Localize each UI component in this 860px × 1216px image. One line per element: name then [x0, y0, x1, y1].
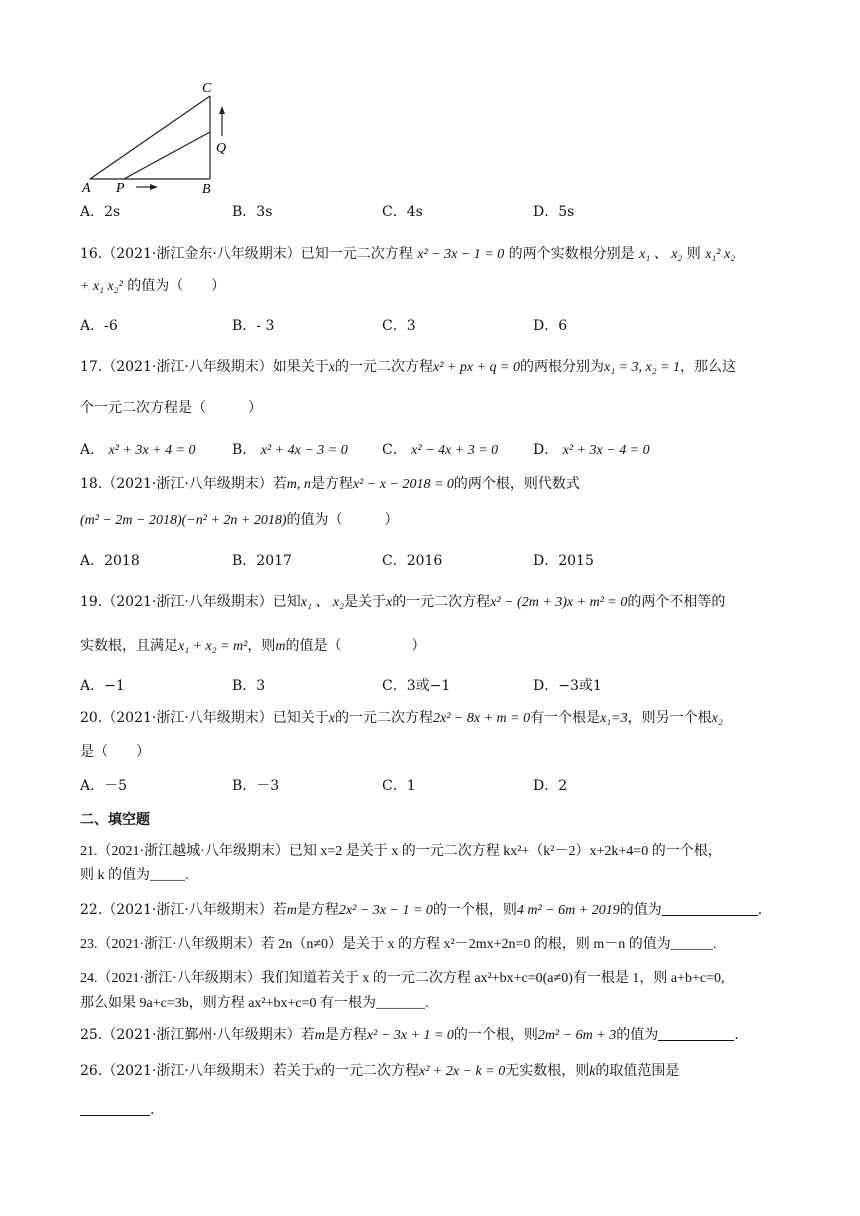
expression: + x₁ x₂² — [80, 279, 123, 294]
option-a — [80, 440, 196, 461]
question-text: 的两个根，则代数式 — [453, 476, 580, 492]
option-d: D．2015 — [533, 553, 594, 569]
triangle-figure — [80, 76, 250, 196]
question-number: 19. — [80, 594, 103, 610]
question-number: 18. — [80, 476, 103, 492]
question-20 — [80, 708, 723, 729]
option-a: A．−1 — [80, 678, 125, 694]
question-text: 的值是（ ） — [285, 638, 426, 654]
question-source: （2021·浙江鄞州·八年级期末） — [102, 1027, 301, 1043]
option-c — [382, 440, 498, 461]
question-19-line2 — [80, 636, 426, 657]
answer-blank[interactable] — [662, 901, 758, 916]
option-a: A．－5 — [80, 778, 128, 794]
answer-blank[interactable] — [80, 1101, 150, 1116]
label-q: Q — [216, 141, 227, 156]
option-b: B．2017 — [232, 553, 292, 569]
option-b — [232, 440, 348, 461]
question-text: 是方程 — [296, 902, 339, 918]
roots: x₁ = 3, x₂ = 1 — [603, 360, 681, 375]
option-d: D．2 — [533, 778, 568, 794]
period: . — [734, 1027, 739, 1043]
question-17 — [80, 357, 736, 378]
question-source: （2021·浙江·八年级期末） — [102, 359, 273, 375]
variable: x — [314, 1064, 322, 1079]
option-d: D．5s — [533, 204, 575, 220]
question-text: 如果关于 — [272, 359, 329, 375]
question-20-line2: 是（ ） — [80, 744, 150, 760]
answer-blank[interactable] — [658, 1026, 734, 1041]
question-text: 的一个根，则 — [453, 1027, 538, 1043]
label-p: P — [116, 181, 125, 196]
option-a: A．-6 — [80, 318, 118, 334]
option-value: x² − 4x + 3 = 0 — [411, 443, 499, 458]
variable: x — [385, 595, 393, 610]
option-a: A．2018 — [80, 553, 140, 569]
question-text: 若 — [272, 902, 287, 918]
option-value: x² + 3x + 4 = 0 — [108, 443, 196, 458]
question-text: 的两根分别为 — [519, 359, 604, 375]
period: . — [757, 902, 763, 918]
question-text: 有一个根是 — [530, 710, 601, 726]
variable: x — [328, 360, 336, 375]
option-label: C． — [382, 442, 407, 458]
option-d: D．−3或1 — [533, 678, 602, 694]
equation: x² − 3x − 1 = 0 — [417, 247, 505, 262]
question-number: 26. — [80, 1063, 103, 1079]
question-number: 16. — [80, 246, 103, 262]
equation: x² + 2x − k = 0 — [419, 1064, 506, 1079]
expression: (m² − 2m − 2018)(−n² + 2n + 2018) — [80, 513, 287, 528]
label-a: A — [82, 181, 91, 196]
question-text: 已知一元二次方程 — [300, 246, 413, 262]
question-number: 25. — [80, 1027, 103, 1043]
question-text: 已知 — [272, 594, 301, 610]
question-18 — [80, 474, 580, 495]
condition: x₁ + x₂ = m² — [178, 639, 248, 654]
variable: m — [286, 903, 297, 918]
variable: m — [275, 639, 286, 654]
question-text: 则 — [686, 246, 701, 262]
question-text: 是关于 — [343, 594, 386, 610]
question-19 — [80, 592, 725, 613]
option-c: C．2016 — [382, 553, 443, 569]
variable: k — [589, 1064, 596, 1079]
roots: x₁ 、 x₂ — [639, 247, 683, 262]
root: x₁=3 — [600, 711, 628, 726]
question-text: ，那么这 — [680, 359, 737, 375]
equation: 2x² − 3x − 1 = 0 — [338, 903, 433, 918]
question-text: 若 — [300, 1027, 315, 1043]
question-text: 的两个实数根分别是 — [508, 246, 635, 262]
equation: x² − (2m + 3)x + m² = 0 — [490, 595, 628, 610]
option-value: x² + 3x − 4 = 0 — [562, 443, 650, 458]
question-text: 的一元二次方程 — [335, 359, 434, 375]
question-text: 是方程 — [324, 1027, 367, 1043]
option-c: C．3 — [382, 318, 416, 334]
question-source: （2021·浙江·八年级期末） — [102, 1063, 273, 1079]
variable: x₂ — [711, 711, 723, 726]
question-text: 的一个根，则 — [432, 902, 517, 918]
question-text: 的一元二次方程 — [392, 594, 491, 610]
option-c: C．4s — [382, 204, 423, 220]
question-24-line2: 那么如果 9a+c=3b，则方程 ax²+bx+c=0 有一根为_______. — [80, 996, 429, 1011]
question-text: 实数根，且满足 — [80, 638, 178, 654]
expression: 2m² − 6m + 3 — [537, 1028, 617, 1043]
segment-pq — [124, 132, 210, 179]
question-text: 的值为（ ） — [127, 278, 226, 294]
question-number: 17. — [80, 359, 103, 375]
label-c: C — [202, 81, 212, 96]
question-number: 22. — [80, 902, 103, 918]
question-number: 20. — [80, 710, 103, 726]
question-16-line2 — [80, 276, 225, 297]
question-source: （2021·浙江·八年级期末） — [102, 476, 273, 492]
question-26-line2 — [80, 1100, 154, 1120]
question-text: 若 — [272, 476, 287, 492]
roots: x₁ 、 x₂ — [300, 595, 344, 610]
option-value: x² + 4x − 3 = 0 — [260, 443, 348, 458]
option-b: B．- 3 — [232, 318, 275, 334]
segment-ac — [90, 96, 210, 179]
arrow-up-head-icon — [219, 106, 225, 114]
question-22 — [80, 900, 762, 921]
question-source: （2021·浙江·八年级期末） — [102, 594, 273, 610]
question-18-line2 — [80, 510, 399, 531]
variable: m — [314, 1028, 325, 1043]
option-b: B．3 — [232, 678, 266, 694]
question-text: 已知关于 — [272, 710, 329, 726]
option-d — [533, 440, 650, 461]
period: . — [150, 1102, 155, 1118]
question-16 — [80, 244, 735, 265]
option-b: B．－3 — [232, 778, 280, 794]
question-text: 的值为 — [619, 902, 662, 918]
question-25 — [80, 1025, 739, 1046]
question-text: 的一元二次方程 — [335, 710, 434, 726]
question-source: （2021·浙江·八年级期末） — [102, 710, 273, 726]
equation: x² − 3x + 1 = 0 — [366, 1028, 454, 1043]
variables: m, n — [286, 477, 311, 492]
question-text: 的取值范围是 — [595, 1063, 680, 1079]
equation: x² − x − 2018 = 0 — [352, 477, 454, 492]
question-21: 21.（2021·浙江越城·八年级期末）已知 x=2 是关于 x 的一元二次方程 kx²+（k²－2）x+2k+4=0 的一个根， — [80, 844, 722, 859]
question-text: ，则 — [247, 638, 276, 654]
question-source: （2021·浙江金东·八年级期末） — [102, 246, 301, 262]
question-text: 是方程 — [310, 476, 353, 492]
option-label: D． — [533, 442, 559, 458]
question-source: （2021·浙江·八年级期末） — [102, 902, 273, 918]
arrow-right-head-icon — [150, 184, 158, 190]
question-26 — [80, 1061, 679, 1082]
question-text: ，则另一个根 — [627, 710, 712, 726]
option-label: A． — [80, 442, 105, 458]
option-d: D．6 — [533, 318, 568, 334]
question-24: 24.（2021·浙江·八年级期末）我们知道若关于 x 的一元二次方程 ax²+bx+c=0(a≠0)有一根是 1，则 a+b+c=0, — [80, 971, 725, 986]
section-heading: 二、填空题 — [80, 812, 150, 828]
question-text: 若关于 — [272, 1063, 315, 1079]
equation: x² + px + q = 0 — [433, 360, 520, 375]
equation: 2x² − 8x + m = 0 — [433, 711, 531, 726]
question-21-line2: 则 k 的值为_____. — [80, 868, 189, 883]
question-text: 无实数根，则 — [505, 1063, 590, 1079]
question-text: 的值为 — [616, 1027, 659, 1043]
question-text: 的两个不相等的 — [627, 594, 726, 610]
expression: x₁² x₂ — [705, 247, 736, 262]
option-b: B．3s — [232, 204, 273, 220]
option-c: C．3或−1 — [382, 678, 451, 694]
question-text: 的一元二次方程 — [321, 1063, 420, 1079]
label-b: B — [202, 182, 211, 196]
question-23: 23.（2021·浙江·八年级期末）若 2n（n≠0）是关于 x 的方程 x²－2mx+2n=0 的根，则 m－n 的值为______. — [80, 937, 717, 952]
variable: x — [328, 711, 336, 726]
question-17-line2: 个一元二次方程是（ ） — [80, 400, 262, 416]
expression: 4 m² − 6m + 2019 — [516, 903, 620, 918]
option-label: B． — [232, 442, 257, 458]
question-text: 的值为（ ） — [286, 512, 399, 528]
option-c: C．1 — [382, 778, 416, 794]
option-a: A．2s — [80, 204, 121, 220]
